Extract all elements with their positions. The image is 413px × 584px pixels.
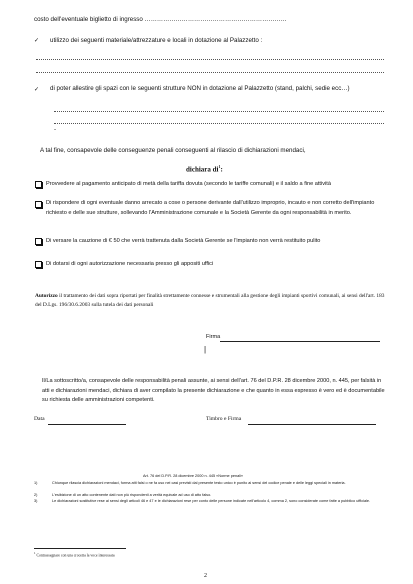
item-advance-payment: Provvedere al pagamento anticipato di metà della tariffa dovuta (secondo le tariffe comunali) e il saldo a fine attività (46, 181, 331, 187)
footnote-number: 1 (34, 551, 36, 555)
checkbox-authorizations[interactable] (35, 261, 42, 268)
penal-notes-title: Art. 76 del D.P.R. 28 dicembre 2000 n. 445 «Norme penali» (143, 474, 243, 478)
dot-leader: - (54, 126, 57, 133)
penal-note: L'esibizione di un atto contenente dati non più rispondenti a verità equivale ad uso di atto falso. (52, 493, 212, 497)
item-deposit: Di versare la cauzione di € 50 che verrà trattenuta dalla Società Gerente se l'impianto non verrà restituito pulito (46, 238, 321, 244)
stamp-field[interactable] (248, 424, 376, 425)
check-icon: ✓ (34, 37, 40, 44)
text-cursor: | (204, 345, 207, 354)
penal-note: Chiunque rilascia dichiarazioni mendaci, forma atti falsi o ne fa uso nei casi previsti dal presente testo unico è punito ai sensi del codice penale e delle leggi speciali in materia. (52, 481, 346, 485)
privacy-text: il trattamento dei dati sopra riportati per finalità strettamente connesse e strumentali alla gestione degli impianti sportivi comunali, ai sensi dell'art. 183 del D.Lgs. 196/30.6.2003 sulla tutela dei dati personali (35, 293, 385, 308)
footnote (34, 551, 115, 557)
item-damage-liability: Di rispondere di ogni eventuale danno arrecato a cose o persone derivante dall'utilizzo improprio, incauto e non corretto dell'impianto richiesto e delle sue strutture, sollevando l'Amministrazione comunale e la Società Gerente da ogni responsabilità in merito. (46, 200, 375, 216)
note-number: 2) (34, 493, 38, 497)
declaration-intro: A tal fine, consapevole delle conseguenze penali conseguenti al rilascio di dichiarazioni mendaci, (40, 147, 306, 154)
note-number: 3) (34, 499, 38, 503)
privacy-consent (35, 292, 385, 310)
footnote-separator (34, 548, 126, 549)
footnote-text: Contrassegnare con una crocetta la voce interessata (36, 553, 115, 558)
page-number: 2 (204, 573, 207, 579)
setup-spaces-line: di poter allestire gli spazi con le seguenti strutture NON in dotazione al Palazzetto (stand, palchi, sedie ecc…) (50, 85, 350, 92)
heading-text: dichiara di (186, 165, 219, 174)
footnote-ref: 1 (218, 164, 221, 169)
note-number: 1) (34, 481, 38, 485)
use-materials-line: utilizzo dei seguenti materiale/attrezzature e locali in dotazione al Palazzetto : (50, 37, 263, 44)
checkbox-advance-payment[interactable] (35, 181, 42, 188)
fill-line[interactable] (54, 123, 384, 124)
responsibility-statement: Il/La sottoscritto/a, consapevole delle responsabilità penali assunte, ai sensi dell'art. 76 del D.P.R. 28 dicembre 2000, n. 445, per falsità in atti e dichiarazioni mendaci, dichiara di aver compilato la presente dichiarazione e che quanto in essa espresso è vero ed è documentabile su richiesta delle amministrazioni competenti. (42, 378, 385, 404)
check-icon: ✓ (34, 86, 40, 93)
declaration-heading (186, 164, 223, 173)
privacy-bold: Autorizzo (35, 293, 58, 299)
fill-line[interactable] (36, 72, 384, 73)
stamp-label: Timbro e Firma (206, 416, 242, 422)
signature-label: Firma (206, 334, 221, 340)
penal-note: Le dichiarazioni sostitutive rese ai sensi degli articoli 46 e 47 e le dichiarazioni rese per conto delle persone indicate nell'articolo 4, comma 2, sono considerate come fatte a pubblico ufficiale. (52, 499, 371, 503)
date-label: Data (34, 416, 45, 422)
fill-line[interactable] (36, 59, 384, 60)
fill-line[interactable] (54, 111, 384, 112)
checkbox-deposit[interactable] (35, 238, 42, 245)
date-field[interactable] (48, 424, 126, 425)
ticket-cost-line: costo dell'eventuale biglietto di ingresso …………………………………………………………… (34, 16, 287, 23)
item-authorizations: Di dotarsi di ogni autorizzazione necessaria presso gli appositi uffici (46, 261, 214, 267)
signature-line[interactable] (220, 341, 380, 342)
checkbox-damage-liability[interactable] (35, 201, 42, 208)
heading-colon: : (220, 165, 223, 174)
